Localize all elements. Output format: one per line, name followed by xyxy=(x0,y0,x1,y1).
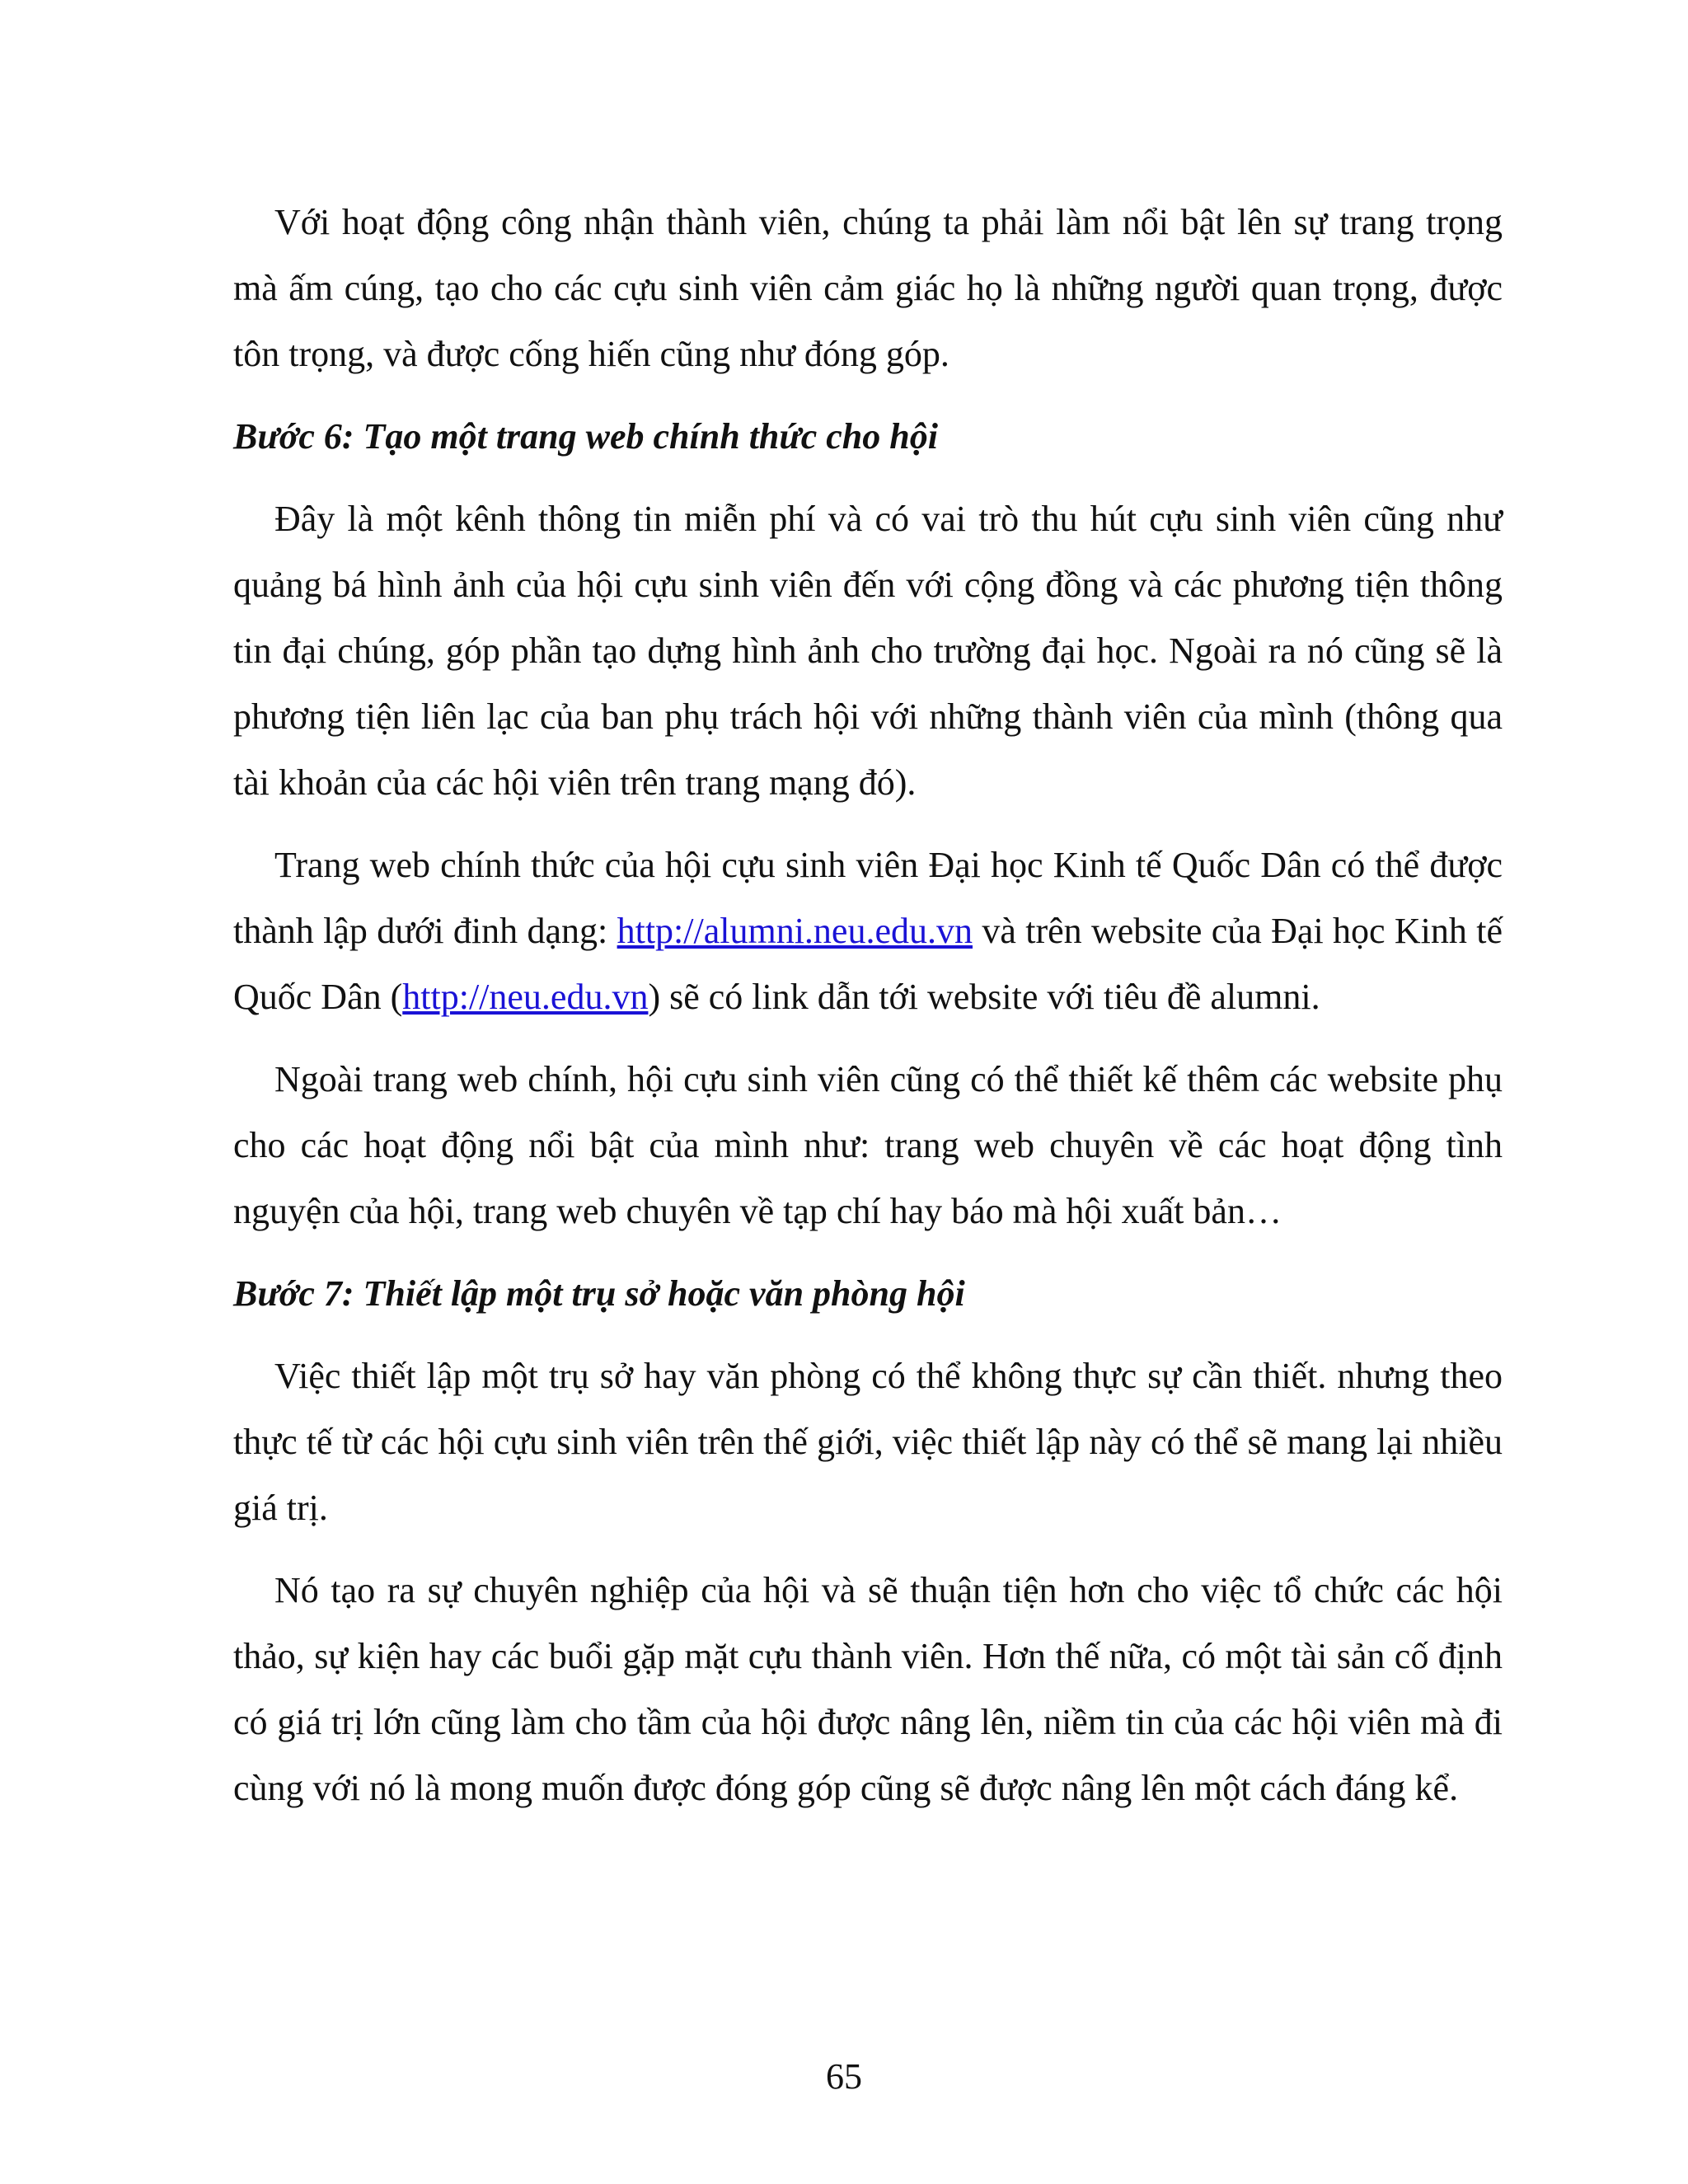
paragraph-office-benefits: Nó tạo ra sự chuyên nghiệp của hội và sẽ thuận tiện hơn cho việc tổ chức các hội thảo, sự kiện hay các buổi gặp mặt cựu thành viên. Hơn thế nữa, có một tài sản cố định có giá trị lớn cũng làm cho tầm của hội được nâng lên, niềm tin của các hội viên mà đi cùng với nó là mong muốn được đóng góp cũng sẽ được nâng lên một cách đáng kể. xyxy=(233,1570,1503,1808)
paragraph-official-website xyxy=(233,832,1503,1030)
paragraph-text-part-2: và trên website của Đại học Kinh tế Quốc Dân ( xyxy=(233,911,1503,1017)
neu-website-link[interactable]: http://neu.edu.vn xyxy=(402,977,649,1017)
page-number: 65 xyxy=(826,2056,862,2097)
document-page xyxy=(233,190,1503,1838)
paragraph-text-part-1: Trang web chính thức của hội cựu sinh viên Đại học Kinh tế Quốc Dân có thể được thành lập dưới đinh dạng: xyxy=(233,845,1503,951)
paragraph-office-necessity: Việc thiết lập một trụ sở hay văn phòng có thể không thực sự cần thiết. nhưng theo thực tế từ các hội cựu sinh viên trên thế giới, việc thiết lập này có thể sẽ mang lại nhiều giá trị. xyxy=(233,1356,1503,1528)
paragraph-member-recognition: Với hoạt động công nhận thành viên, chúng ta phải làm nổi bật lên sự trang trọng mà ấm cúng, tạo cho các cựu sinh viên cảm giác họ là những người quan trọng, được tôn trọng, và được cống hiến cũng như đóng góp. xyxy=(233,202,1503,374)
heading-step-7: Bước 7: Thiết lập một trụ sở hoặc văn phòng hội xyxy=(233,1273,965,1314)
alumni-website-link[interactable]: http://alumni.neu.edu.vn xyxy=(617,911,973,951)
paragraph-text-part-3: ) sẽ có link dẫn tới website với tiêu đề alumni. xyxy=(648,977,1320,1017)
paragraph-additional-websites: Ngoài trang web chính, hội cựu sinh viên cũng có thể thiết kế thêm các website phụ cho các hoạt động nổi bật của mình như: trang web chuyên về các hoạt động tình nguyện của hội, trang web chuyên về tạp chí hay báo mà hội xuất bản… xyxy=(233,1059,1503,1231)
paragraph-website-purpose: Đây là một kênh thông tin miễn phí và có vai trò thu hút cựu sinh viên cũng như quảng bá hình ảnh của hội cựu sinh viên đến với cộng đồng và các phương tiện thông tin đại chúng, góp phần tạo dựng hình ảnh cho trường đại học. Ngoài ra nó cũng sẽ là phương tiện liên lạc của ban phụ trách hội với những thành viên của mình (thông qua tài khoản của các hội viên trên trang mạng đó). xyxy=(233,499,1503,803)
heading-step-6: Bước 6: Tạo một trang web chính thức cho hội xyxy=(233,416,938,457)
